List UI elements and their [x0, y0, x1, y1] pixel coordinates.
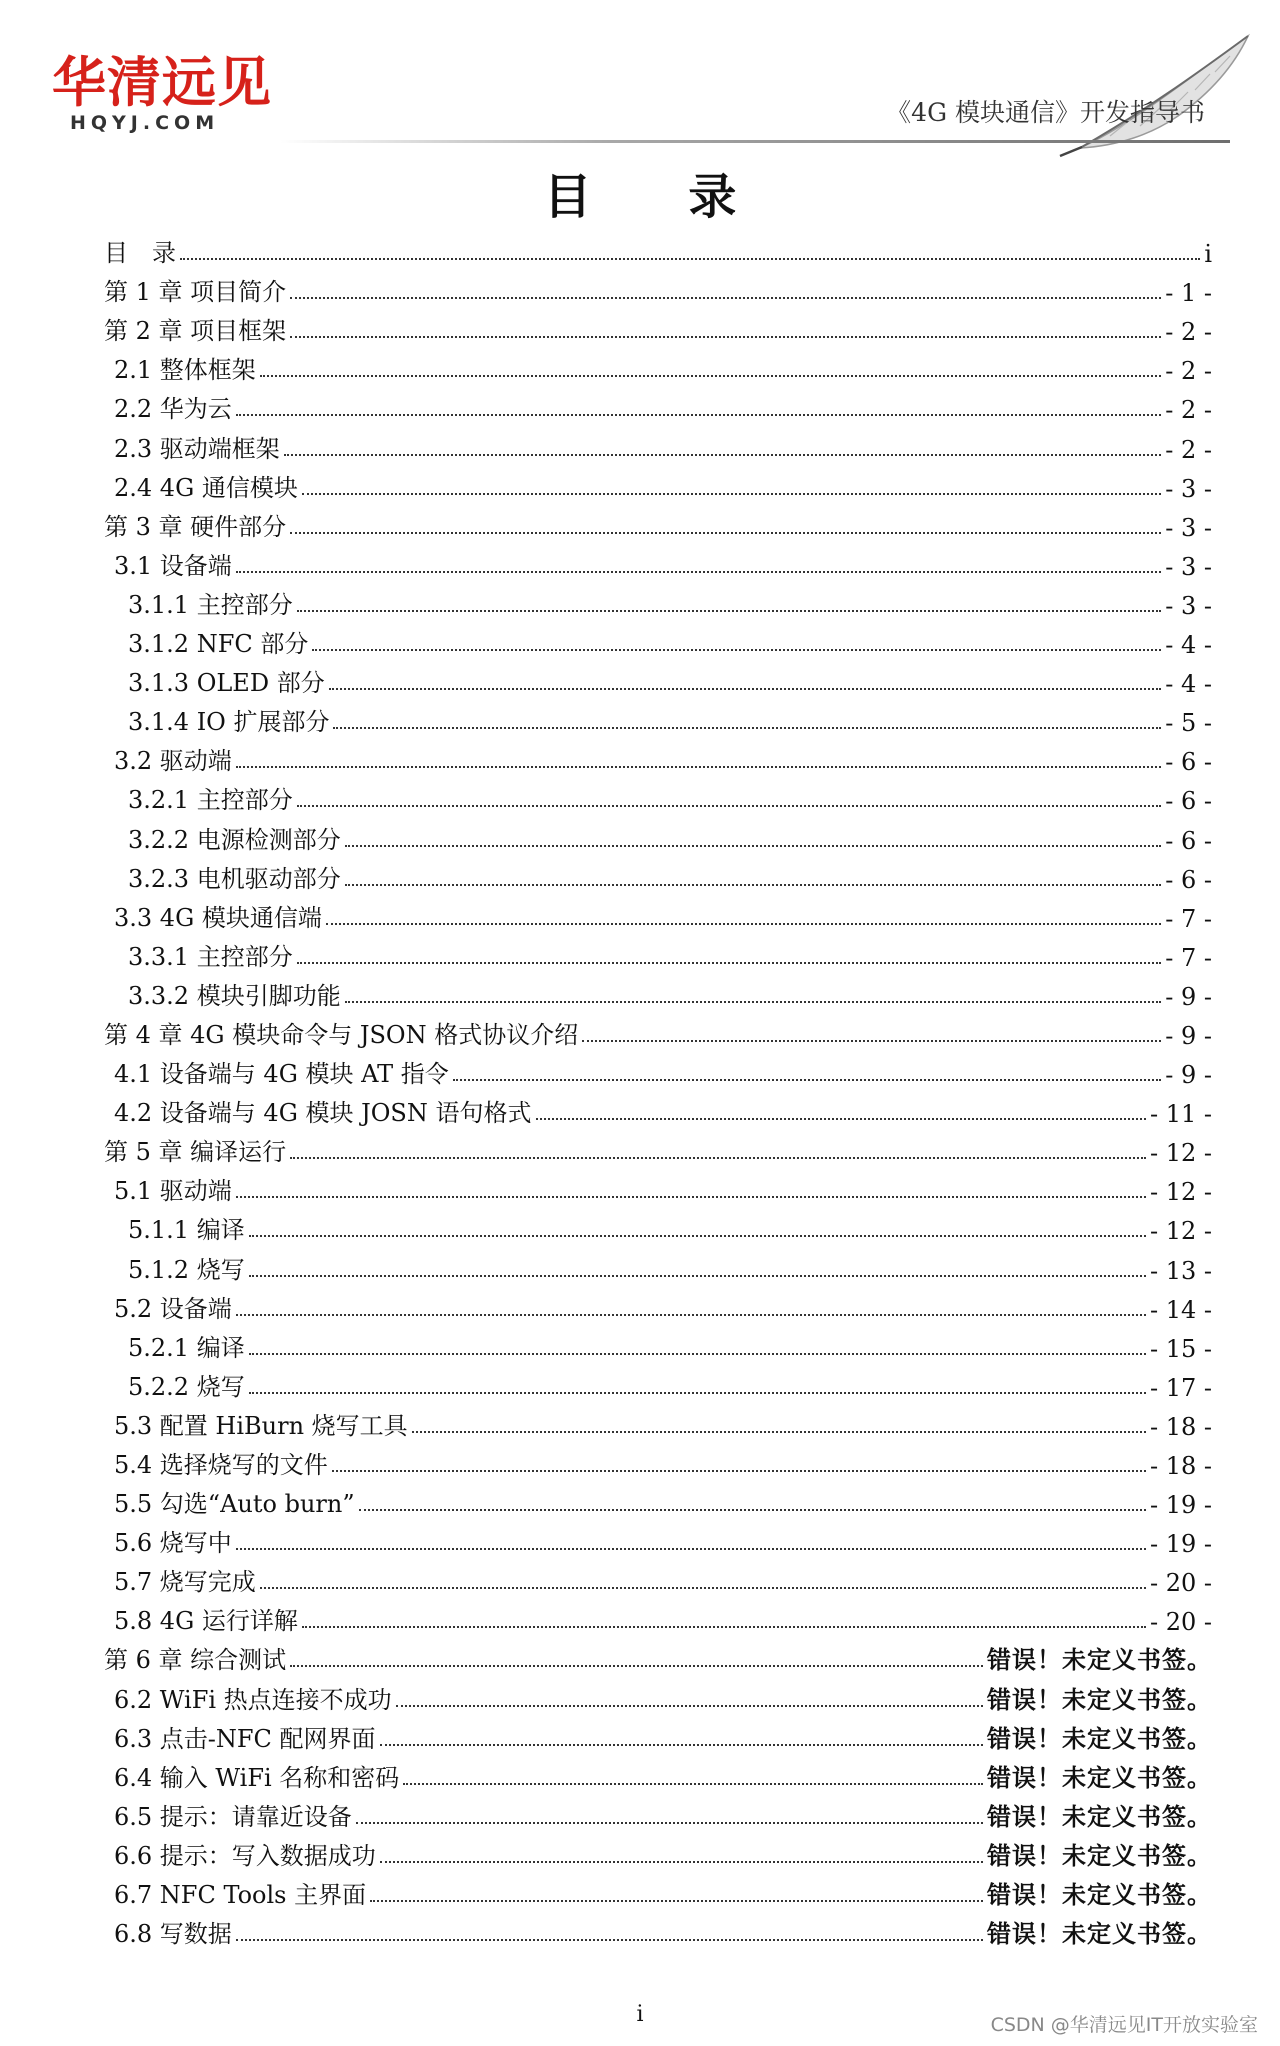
- toc-entry-page: 错误！未定义书签。: [987, 1685, 1212, 1714]
- toc-entry-page: - 9 -: [1165, 1061, 1212, 1090]
- toc-leader-dots: [370, 1900, 983, 1902]
- toc-entry[interactable]: [104, 779, 1212, 818]
- toc-entry[interactable]: [104, 1757, 1212, 1796]
- toc-entry-label: 5.2.1 编译: [128, 1333, 245, 1362]
- toc-entry-label: 2.1 整体框架: [114, 356, 256, 385]
- toc-entry-page: - 19 -: [1149, 1530, 1212, 1559]
- toc-entry-page: i: [1204, 240, 1212, 269]
- toc-entry[interactable]: [104, 388, 1212, 427]
- toc-entry-label: 第 5 章 编译运行: [104, 1138, 287, 1167]
- toc-entry-label: 2.3 驱动端框架: [114, 434, 280, 463]
- toc-entry-label: 5.1 驱动端: [114, 1177, 232, 1206]
- toc-leader-dots: [260, 375, 1161, 377]
- toc-leader-dots: [236, 571, 1161, 573]
- toc-entry[interactable]: [104, 1796, 1212, 1835]
- header-divider: [280, 140, 1230, 143]
- toc-entry[interactable]: [104, 897, 1212, 936]
- toc-entry-page: - 2 -: [1165, 318, 1212, 347]
- toc-entry-label: 第 3 章 硬件部分: [104, 512, 287, 541]
- toc-entry-page: - 20 -: [1149, 1569, 1212, 1598]
- toc-entry[interactable]: [104, 1718, 1212, 1757]
- toc-entry-label: 3.1 设备端: [114, 551, 232, 580]
- toc-entry[interactable]: [104, 584, 1212, 623]
- toc-entry[interactable]: [104, 1209, 1212, 1248]
- toc-entry[interactable]: [104, 1327, 1212, 1366]
- toc-entry[interactable]: [104, 1014, 1212, 1053]
- toc-leader-dots: [345, 845, 1162, 847]
- toc-leader-dots: [582, 1040, 1161, 1042]
- toc-entry-page: - 19 -: [1149, 1491, 1212, 1520]
- toc-entry-label: 3.1.2 NFC 部分: [128, 630, 309, 659]
- toc-entry-page: - 4 -: [1165, 631, 1212, 660]
- toc-entry-label: 5.1.2 烧写: [128, 1255, 245, 1284]
- toc-entry-label: 6.4 输入 WiFi 名称和密码: [114, 1763, 400, 1792]
- toc-leader-dots: [249, 1235, 1146, 1237]
- toc-leader-dots: [284, 454, 1161, 456]
- toc-entry[interactable]: [104, 1444, 1212, 1483]
- toc-entry[interactable]: [104, 1483, 1212, 1522]
- toc-leader-dots: [236, 766, 1161, 768]
- toc-entry-label: 5.5 勾选“Auto burn”: [114, 1490, 355, 1519]
- toc-leader-dots: [249, 1392, 1146, 1394]
- toc-leader-dots: [290, 336, 1161, 338]
- toc-entry[interactable]: [104, 662, 1212, 701]
- toc-leader-dots: [380, 1744, 983, 1746]
- toc-entry[interactable]: [104, 349, 1212, 388]
- toc-entry-label: 2.2 华为云: [114, 395, 232, 424]
- toc-entry-page: - 6 -: [1165, 787, 1212, 816]
- toc-entry[interactable]: [104, 545, 1212, 584]
- toc-entry[interactable]: [104, 975, 1212, 1014]
- toc-leader-dots: [180, 258, 1200, 260]
- toc-leader-dots: [302, 493, 1161, 495]
- toc-entry-label: 5.8 4G 运行详解: [114, 1607, 298, 1636]
- toc-entry-label: 3.1.3 OLED 部分: [128, 669, 325, 698]
- page-number: i: [636, 2002, 644, 2027]
- toc-leader-dots: [236, 1196, 1146, 1198]
- toc-leader-dots: [290, 297, 1161, 299]
- toc-entry-label: 5.6 烧写中: [114, 1529, 232, 1558]
- toc-entry[interactable]: [104, 1366, 1212, 1405]
- logo-chinese-text: 华清远见: [52, 51, 272, 114]
- toc-entry-label: 5.7 烧写完成: [114, 1568, 256, 1597]
- toc-entry-page: 错误！未定义书签。: [987, 1724, 1212, 1753]
- toc-leader-dots: [236, 1548, 1146, 1550]
- logo-english-text: HQYJ.COM: [70, 112, 220, 134]
- toc-entry-page: - 7 -: [1165, 943, 1212, 972]
- toc-entry-label: 第 6 章 综合测试: [104, 1646, 287, 1675]
- toc-entry-label: 3.1.1 主控部分: [128, 590, 293, 619]
- toc-leader-dots: [326, 923, 1161, 925]
- toc-entry[interactable]: [104, 818, 1212, 857]
- toc-entry[interactable]: [104, 1092, 1212, 1131]
- toc-leader-dots: [356, 1822, 983, 1824]
- toc-entry-page: 错误！未定义书签。: [987, 1841, 1212, 1870]
- toc-leader-dots: [236, 414, 1161, 416]
- toc-entry[interactable]: [104, 1170, 1212, 1209]
- toc-entry-label: 6.3 点击-NFC 配网界面: [114, 1724, 376, 1753]
- toc-entry-page: - 7 -: [1165, 904, 1212, 933]
- toc-entry-label: 第 2 章 项目框架: [104, 317, 287, 346]
- toc-entry-page: - 3 -: [1165, 513, 1212, 542]
- toc-entry-page: - 20 -: [1149, 1608, 1212, 1637]
- toc-entry-page: - 1 -: [1165, 279, 1212, 308]
- toc-leader-dots: [453, 1079, 1161, 1081]
- toc-leader-dots: [412, 1431, 1146, 1433]
- toc-entry-label: 3.2 驱动端: [114, 747, 232, 776]
- toc-leader-dots: [236, 1314, 1146, 1316]
- toc-entry-page: - 18 -: [1149, 1412, 1212, 1441]
- toc-leader-dots: [345, 884, 1162, 886]
- toc-entry[interactable]: [104, 623, 1212, 662]
- toc-entry[interactable]: [104, 232, 1212, 271]
- toc-leader-dots: [345, 1001, 1162, 1003]
- toc-entry-label: 5.2.2 烧写: [128, 1372, 245, 1401]
- toc-entry[interactable]: [104, 1405, 1212, 1444]
- toc-entry[interactable]: [104, 1835, 1212, 1874]
- toc-leader-dots: [312, 649, 1161, 651]
- toc-entry-page: - 2 -: [1165, 396, 1212, 425]
- toc-entry-page: 错误！未定义书签。: [987, 1802, 1212, 1831]
- toc-entry-page: - 9 -: [1165, 982, 1212, 1011]
- toc-leader-dots: [290, 1665, 983, 1667]
- toc-leader-dots: [260, 1587, 1146, 1589]
- toc-entry-label: 6.8 写数据: [114, 1920, 232, 1949]
- toc-entry[interactable]: [104, 858, 1212, 897]
- toc-leader-dots: [302, 1626, 1146, 1628]
- toc-leader-dots: [333, 727, 1161, 729]
- toc-entry-label: 6.7 NFC Tools 主界面: [114, 1881, 367, 1910]
- toc-entry[interactable]: [104, 1639, 1212, 1678]
- toc-entry-label: 5.3 配置 HiBurn 烧写工具: [114, 1411, 408, 1440]
- toc-entry-page: - 3 -: [1165, 591, 1212, 620]
- toc-entry[interactable]: [104, 701, 1212, 740]
- toc-entry-page: 错误！未定义书签。: [987, 1881, 1212, 1910]
- company-logo: [52, 52, 272, 132]
- toc-leader-dots: [536, 1118, 1146, 1120]
- toc-entry-label: 3.3 4G 模块通信端: [114, 903, 322, 932]
- toc-entry-label: 3.3.2 模块引脚功能: [128, 981, 341, 1010]
- toc-leader-dots: [329, 688, 1162, 690]
- toc-entry[interactable]: [104, 936, 1212, 975]
- toc-entry-label: 3.2.2 电源检测部分: [128, 825, 341, 854]
- table-of-contents: [104, 232, 1212, 1952]
- toc-entry[interactable]: [104, 1874, 1212, 1913]
- toc-entry[interactable]: [104, 1913, 1212, 1952]
- toc-entry[interactable]: [104, 427, 1212, 466]
- toc-leader-dots: [297, 805, 1162, 807]
- toc-entry[interactable]: [104, 1131, 1212, 1170]
- toc-leader-dots: [249, 1275, 1146, 1277]
- toc-entry-page: - 12 -: [1149, 1139, 1212, 1168]
- toc-entry-page: - 18 -: [1149, 1452, 1212, 1480]
- toc-entry[interactable]: [104, 1053, 1212, 1092]
- toc-entry-label: 4.1 设备端与 4G 模块 AT 指令: [114, 1060, 449, 1089]
- toc-entry-page: - 6 -: [1165, 748, 1212, 777]
- toc-leader-dots: [403, 1783, 983, 1785]
- toc-entry-page: - 14 -: [1149, 1295, 1212, 1324]
- toc-entry-label: 3.2.1 主控部分: [128, 786, 293, 815]
- toc-leader-dots: [297, 610, 1162, 612]
- toc-entry-label: 5.1.1 编译: [128, 1216, 245, 1245]
- toc-entry[interactable]: [104, 1288, 1212, 1327]
- toc-entry-page: - 11 -: [1149, 1100, 1212, 1129]
- toc-entry[interactable]: [104, 1678, 1212, 1717]
- toc-entry-page: 错误！未定义书签。: [987, 1646, 1212, 1675]
- toc-leader-dots: [290, 1157, 1146, 1159]
- toc-entry[interactable]: [104, 310, 1212, 349]
- toc-leader-dots: [396, 1705, 983, 1707]
- toc-entry-page: - 9 -: [1165, 1021, 1212, 1050]
- toc-entry-page: - 6 -: [1165, 826, 1212, 855]
- toc-entry-page: - 12 -: [1149, 1217, 1212, 1246]
- toc-entry-label: 6.5 提示：请靠近设备: [114, 1802, 352, 1831]
- toc-entry-label: 5.4 选择烧写的文件: [114, 1451, 328, 1479]
- toc-entry-label: 第 4 章 4G 模块命令与 JSON 格式协议介绍: [104, 1020, 579, 1049]
- toc-entry-label: 3.2.3 电机驱动部分: [128, 864, 341, 893]
- toc-entry-label: 5.2 设备端: [114, 1294, 232, 1323]
- toc-entry[interactable]: [104, 740, 1212, 779]
- toc-entry-page: - 2 -: [1165, 357, 1212, 386]
- toc-entry-page: - 3 -: [1165, 474, 1212, 503]
- toc-entry-page: - 4 -: [1165, 670, 1212, 699]
- toc-leader-dots: [290, 532, 1161, 534]
- toc-entry-page: - 15 -: [1149, 1334, 1212, 1363]
- toc-entry-label: 3.3.1 主控部分: [128, 942, 293, 971]
- toc-entry-page: - 12 -: [1149, 1178, 1212, 1207]
- toc-leader-dots: [297, 962, 1162, 964]
- toc-entry-page: 错误！未定义书签。: [987, 1920, 1212, 1949]
- toc-entry[interactable]: [104, 467, 1212, 506]
- toc-entry[interactable]: [104, 506, 1212, 545]
- csdn-watermark: CSDN @华清远见IT开放实验室: [990, 2014, 1258, 2036]
- toc-entry-label: 2.4 4G 通信模块: [114, 473, 298, 502]
- toc-entry[interactable]: [104, 1600, 1212, 1639]
- toc-entry[interactable]: [104, 1248, 1212, 1287]
- toc-entry-label: 第 1 章 项目简介: [104, 278, 287, 307]
- toc-entry-page: - 2 -: [1165, 435, 1212, 464]
- toc-entry-label: 3.1.4 IO 扩展部分: [128, 708, 330, 737]
- toc-entry-label: 目 录: [104, 239, 176, 268]
- toc-entry-page: - 3 -: [1165, 552, 1212, 581]
- toc-heading: 目 录: [543, 169, 777, 225]
- toc-entry-label: 4.2 设备端与 4G 模块 JOSN 语句格式: [114, 1099, 532, 1128]
- toc-entry[interactable]: [104, 1522, 1212, 1561]
- toc-entry[interactable]: [104, 271, 1212, 310]
- toc-entry-page: - 13 -: [1149, 1256, 1212, 1285]
- toc-leader-dots: [236, 1939, 983, 1941]
- toc-entry[interactable]: [104, 1561, 1212, 1600]
- toc-entry-page: - 6 -: [1165, 865, 1212, 894]
- toc-entry-label: 6.6 提示：写入数据成功: [114, 1841, 376, 1870]
- toc-entry-page: 错误！未定义书签。: [987, 1763, 1212, 1792]
- toc-leader-dots: [332, 1470, 1146, 1472]
- toc-leader-dots: [249, 1353, 1146, 1355]
- toc-entry-page: - 17 -: [1149, 1373, 1212, 1402]
- toc-leader-dots: [359, 1509, 1146, 1511]
- document-title: 《4G 模块通信》开发指导书: [886, 98, 1205, 127]
- toc-leader-dots: [380, 1861, 983, 1863]
- toc-entry-label: 6.2 WiFi 热点连接不成功: [114, 1685, 392, 1714]
- toc-entry-page: - 5 -: [1165, 709, 1212, 738]
